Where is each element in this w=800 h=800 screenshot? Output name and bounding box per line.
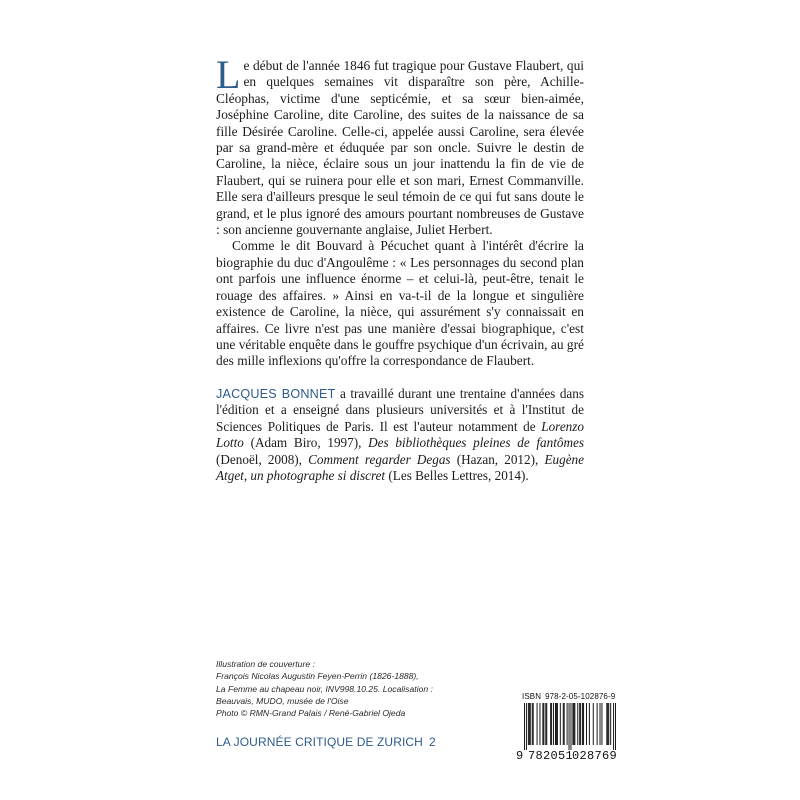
bio-text-5: (Les Belles Lettres, 2014). <box>385 468 529 484</box>
barcode-bar <box>573 703 574 745</box>
bio-work-3: Comment regarder Degas <box>308 451 451 467</box>
bio-work-2: Des bibliothèques pleines de fantômes <box>368 435 584 451</box>
barcode-bar <box>546 703 547 745</box>
barcode-bar <box>556 703 557 745</box>
barcode-bar <box>593 703 594 745</box>
series-title <box>216 735 436 749</box>
isbn-line <box>522 692 618 701</box>
isbn-label: ISBN <box>522 692 542 701</box>
barcode-bar <box>564 703 565 745</box>
bio-work-1: Lorenzo Lotto <box>216 418 584 451</box>
barcode-bar <box>539 703 540 745</box>
credit-line: François Nicolas Augustin Feyen-Perrin (1826-1888), <box>216 671 419 682</box>
drop-cap: L <box>216 52 241 97</box>
author-name: JACQUES BONNET <box>216 387 336 401</box>
barcode-bar <box>524 703 525 750</box>
barcode-digit-first: 9 <box>516 749 524 763</box>
barcode-bar <box>608 703 609 745</box>
bio-text-4: (Hazan, 2012), <box>450 451 545 467</box>
barcode-bar <box>580 703 581 745</box>
barcode-bar <box>537 703 538 745</box>
illustration-credits <box>216 658 476 719</box>
barcode-bar <box>526 703 527 750</box>
barcode-bar <box>613 703 614 750</box>
barcode-bar <box>582 703 583 745</box>
credit-line: Illustration de couverture : <box>216 659 315 669</box>
bio-work-4: Eugène Atget, un photographe si discret <box>216 451 584 484</box>
summary-paragraph-2: Comme le dit Bouvard à Pécuchet quant à l'intérêt d'écrire la biographie du duc d'Angoulême : « Les personnages du second plan ont parfois une influence énorme – et celui-là, peut-être, tenait le rouage des affaires. » Ainsi en va-t-il de la longue et singulière existence de Caroline, la nièce, qui assurément s'y connaissait en affaires. Ce livre n'est pas une manière d'essai biographique, c'est une véritable enquête dans le gouffre psychique d'un écrivain, au gré des mille inflexions qu'offre la correspondance de Flaubert. <box>216 238 584 369</box>
credit-line: La Femme au chapeau noir, INV998.10.25. Localisation : <box>216 683 433 694</box>
barcode-bar <box>529 703 530 745</box>
barcode-digits-left: 782051 <box>528 749 574 763</box>
barcode-bar <box>579 703 580 745</box>
barcode-bar <box>570 703 571 750</box>
barcode-bar <box>615 703 616 750</box>
barcode-bar <box>530 703 531 745</box>
credit-line: Beauvais, MUDO, musée de l'Oise <box>216 695 349 706</box>
barcode-bar <box>600 703 601 745</box>
barcode-bar <box>606 703 607 745</box>
isbn-value: 978-2-05-102876-9 <box>545 692 616 701</box>
barcode-bar <box>533 703 534 745</box>
barcode-icon <box>524 703 616 750</box>
bio-text-2: (Adam Biro, 1997), <box>243 435 369 451</box>
series-number: 2 <box>428 735 436 749</box>
barcode-bar <box>553 703 554 745</box>
barcode-bar <box>543 703 544 745</box>
barcode-bar <box>572 703 573 745</box>
barcode-bar <box>601 703 602 745</box>
barcode-bar <box>550 703 551 745</box>
author-bio <box>216 386 584 484</box>
barcode-bar <box>597 703 598 745</box>
barcode-bar <box>610 703 611 745</box>
barcode-bar <box>574 703 575 745</box>
barcode-bar <box>586 703 587 745</box>
barcode-bar <box>545 703 546 745</box>
bio-text-1: a travaillé durant une trentaine d'années dans l'édition et a enseigné dans plusieurs universités et à l'Institut de Sciences Politiques de Paris. Il est l'auteur notamment de <box>216 386 585 434</box>
summary-text <box>216 52 584 370</box>
barcode-bar <box>532 703 533 745</box>
barcode-bar <box>551 703 552 745</box>
summary-paragraph-1 <box>216 52 584 238</box>
summary-paragraph-1-text: e début de l'année 1846 fut tragique pour Gustave Flaubert, qui en quelques semaines vit disparaître son père, Achille-Cléophas, victime d'une septicémie, et sa sœur bien-aimée, Joséphine Caroline, dite Caroline, des suites de la naissance de sa fille Désirée Caroline. Celle-ci, appelée aussi Caroline, sera élevée par sa grand-mère et éduquée par son oncle. Suivre le destin de Caroline, la nièce, éclaire sous un jour inattendu la fin de vie de Flaubert, qui se ruinera pour elle et son mari, Ernest Commanville. Elle sera d'ailleurs presque le seul témoin de ce qui fut sans doute le grand, et le plus ignoré des amours pourtant nombreuses de Gustave : son ancienne gouvernante anglaise, Juliet Herbert. <box>216 58 584 238</box>
barcode-bar <box>607 703 608 745</box>
barcode-bar <box>528 703 529 745</box>
barcode-bar <box>583 703 584 745</box>
credit-line: Photo © RMN-Grand Palais / René-Gabriel Ojeda <box>216 708 406 719</box>
barcode-bar <box>567 703 568 745</box>
bio-text-3: (Denoël, 2008), <box>216 451 309 467</box>
barcode-digits-right: 028769 <box>572 749 618 763</box>
barcode-bar <box>560 703 561 745</box>
barcode-bar <box>557 703 558 745</box>
barcode-bar <box>555 703 556 745</box>
barcode-digits <box>516 749 616 763</box>
barcode-bar <box>569 703 570 750</box>
barcode-bar <box>577 703 578 745</box>
barcode-bar <box>589 703 590 745</box>
barcode-bar <box>542 703 543 745</box>
barcode-block <box>516 703 616 763</box>
series-name: LA JOURNÉE CRITIQUE DE ZURICH <box>216 735 423 749</box>
barcode-bar <box>563 703 564 745</box>
